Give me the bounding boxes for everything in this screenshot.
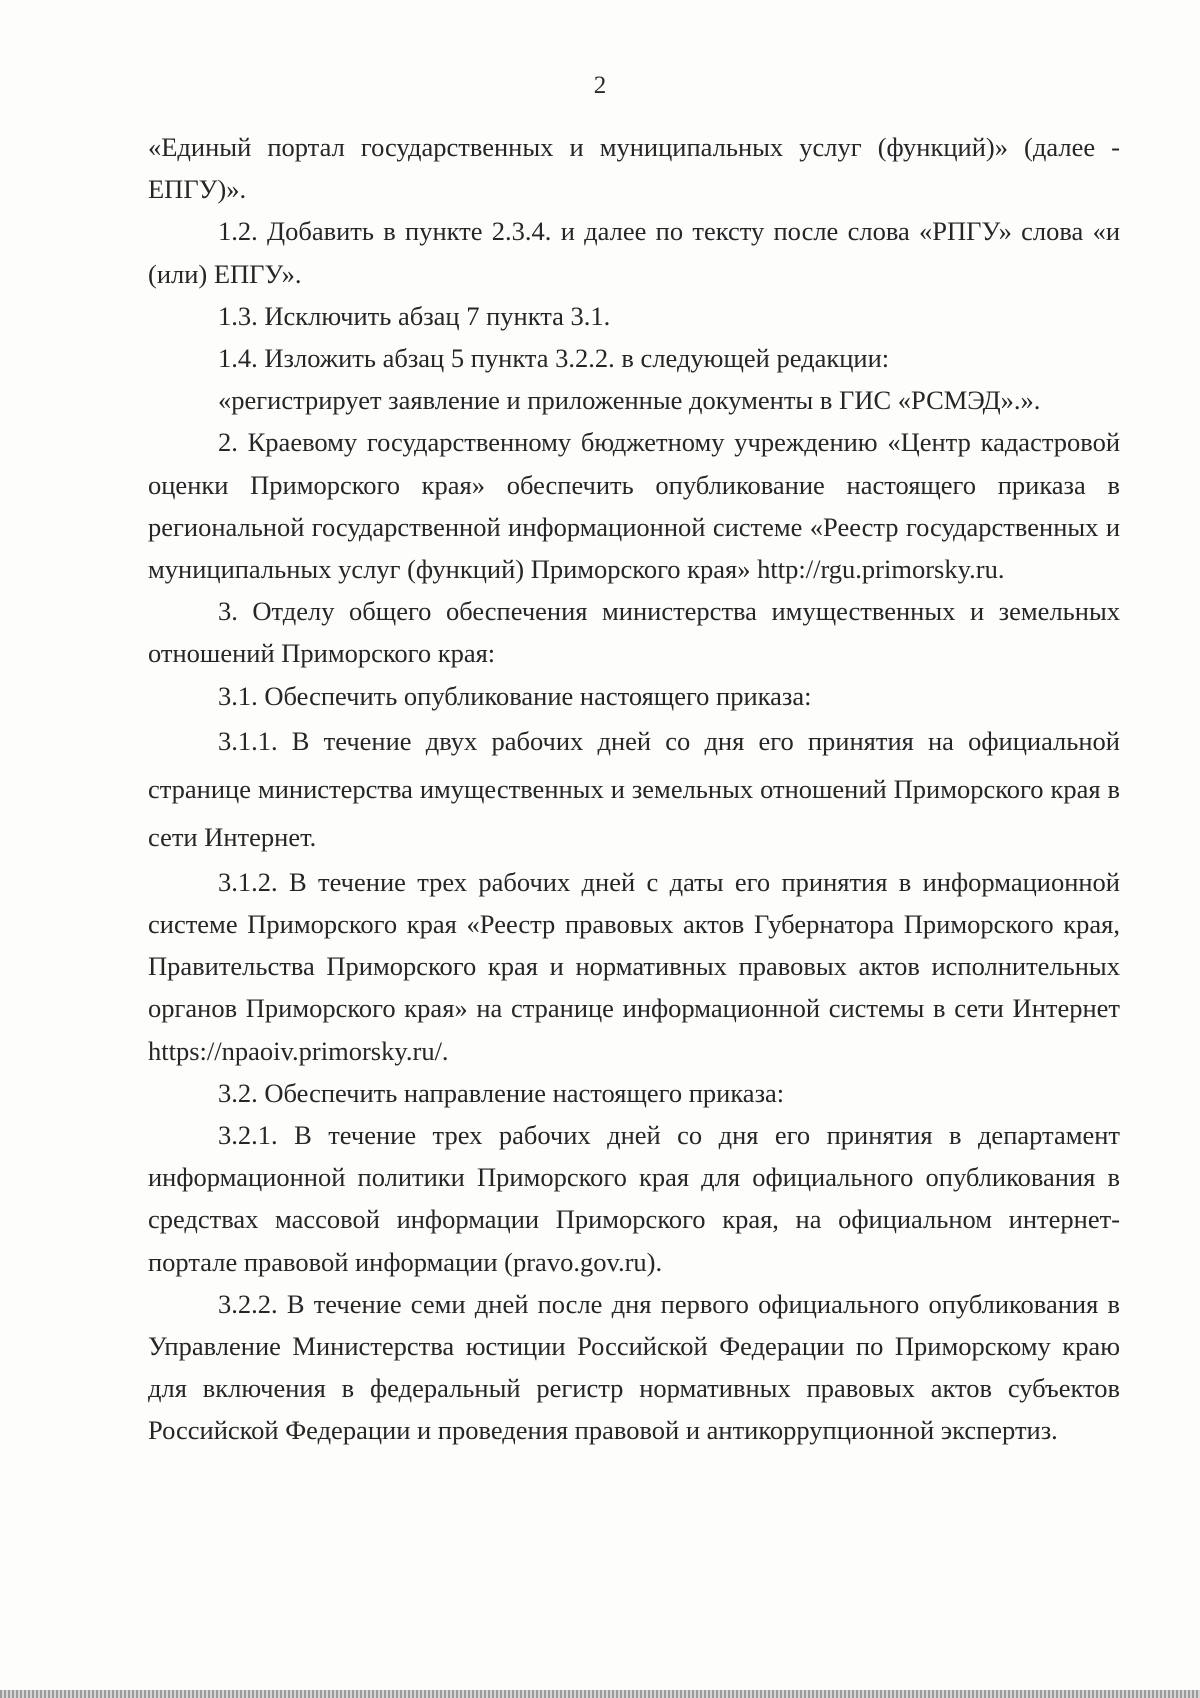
paragraph-epgu-definition: «Единый портал государственных и муниципальных услуг (функций)» (далее - ЕПГУ)». <box>148 132 1120 205</box>
paragraph-1-4-quote: «регистрирует заявление и приложенные документы в ГИС «РСМЭД».». <box>218 385 1041 416</box>
paragraph-3-1-1: 3.1.1. В течение двух рабочих дней со дня его принятия на официальной странице министерства имущественных и земельных отношений Приморского края в сети Интернет. <box>148 725 1120 852</box>
paragraph-2: 2. Краевому государственному бюджетному учреждению «Центр кадастровой оценки Приморского края» обеспечить опубликование настоящего приказа в региональной государственной информационной системе «Реестр государственных и муниципальных услуг (функций) Приморского края» http://rgu.primorsky.ru. <box>148 427 1120 585</box>
page-number: 2 <box>593 72 607 99</box>
paragraph-3-1-2: 3.1.2. В течение трех рабочих дней с даты его принятия в информационной системе Приморского края «Реестр правовых актов Губернатора Приморского края, Правительства Приморского края и нормативных правовых актов исполнительных органов Приморского края» на странице информационной системы в сети Интернет https://npaoiv.primorsky.ru/. <box>148 866 1120 1066</box>
paragraph-3-2-2: 3.2.2. В течение семи дней после дня первого официального опубликования в Управление Министерства юстиции Российской Федерации по Приморскому краю для включения в федеральный регистр нормативных правовых актов субъектов Российской Федерации и проведения правовой и антикоррупционной экспертиз. <box>148 1288 1120 1446</box>
paragraph-1-4: 1.4. Изложить абзац 5 пункта 3.2.2. в следующей редакции: <box>218 343 890 374</box>
scan-bottom-edge <box>0 1690 1200 1698</box>
paragraph-3: 3. Отделу общего обеспечения министерства имущественных и земельных отношений Приморского края: <box>148 596 1120 669</box>
paragraph-1-2: 1.2. Добавить в пункте 2.3.4. и далее по тексту после слова «РПГУ» слова «и (или) ЕПГУ». <box>148 216 1120 289</box>
paragraph-1-3: 1.3. Исключить абзац 7 пункта 3.1. <box>218 300 611 331</box>
document-body <box>148 126 1120 1452</box>
paragraph-3-2-1: 3.2.1. В течение трех рабочих дней со дня его принятия в департамент информационной политики Приморского края для официального опубликования в средствах массовой информации Приморского края, на официальном интернет-портале правовой информации (pravo.gov.ru). <box>148 1120 1120 1277</box>
paragraph-3-1: 3.1. Обеспечить опубликование настоящего приказа: <box>218 680 812 711</box>
paragraph-3-2: 3.2. Обеспечить направление настоящего приказа: <box>218 1077 785 1108</box>
